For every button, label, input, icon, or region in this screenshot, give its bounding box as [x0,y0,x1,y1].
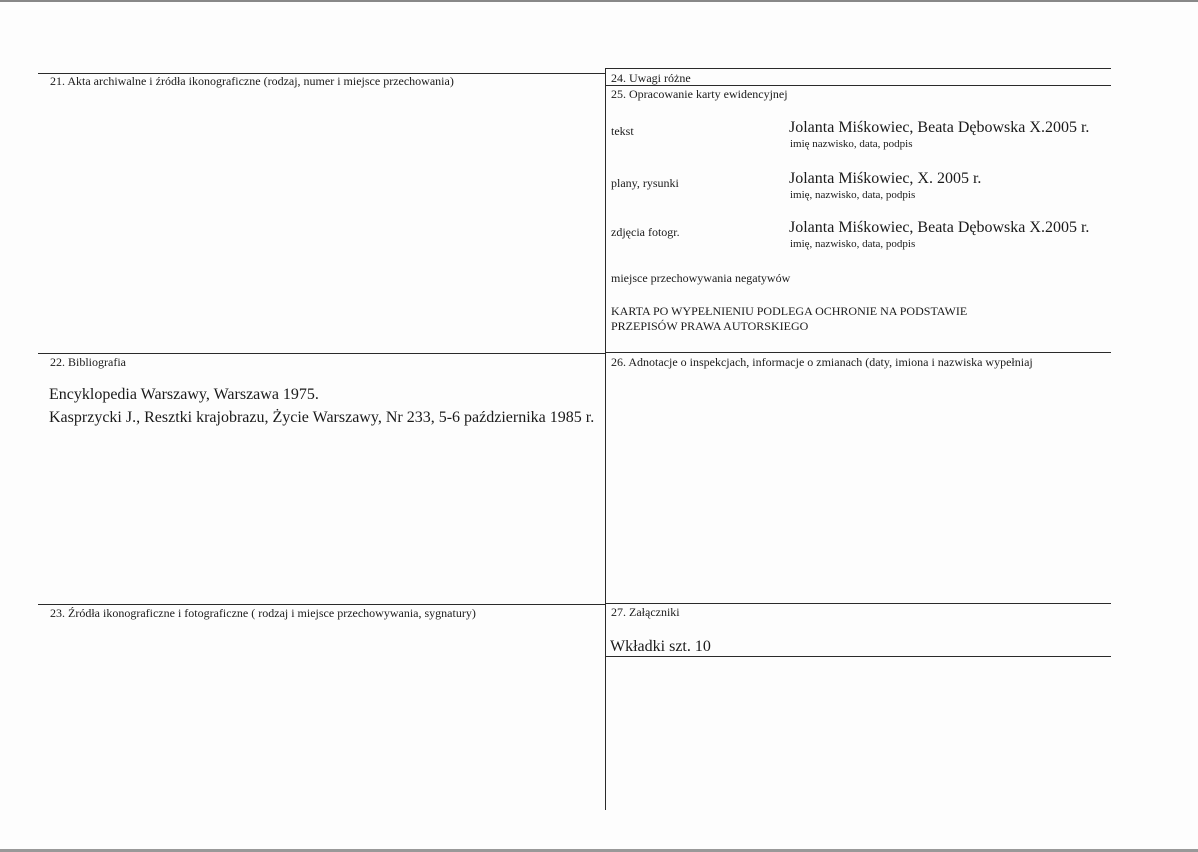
rule-below-24 [606,85,1111,86]
section-24-header: 24. Uwagi różne [611,71,691,85]
bibliography-entry-2: Kasprzycki J., Resztki krajobrazu, Życie Warszawy, Nr 233, 5-6 października 1985 r. [49,409,595,426]
copyright-notice-line-2: PRZEPISÓW PRAWA AUTORSKIEGO [611,319,809,333]
top-rule-right [606,68,1111,69]
rule-23-left [38,604,606,605]
scan-edge-top [0,0,1198,2]
center-divider [605,68,606,810]
copyright-notice-line-1: KARTA PO WYPEŁNIENIU PODLEGA OCHRONIE NA PODSTAWIE [611,304,968,318]
bibliography-entry-1: Encyklopedia Warszawy, Warszawa 1975. [49,386,319,403]
section-23-header: 23. Źródła ikonograficzne i fotograficzne ( rodzaj i miejsce przechowywania, sygnatury) [50,606,476,620]
rule-26-right [606,352,1111,353]
row-value-tekst: Jolanta Miśkowiec, Beata Dębowska X.2005 r. [789,119,1090,136]
row-caption-plany: imię, nazwisko, data, podpis [790,189,916,201]
section-26-header: 26. Adnotacje o inspekcjach, informacje o zmianach (daty, imiona i nazwiska wypełniaj [611,355,1033,369]
rule-27-right [606,603,1111,604]
section-22-header: 22. Bibliografia [50,355,126,369]
rule-22-left [38,353,606,354]
section-25-header: 25. Opracowanie karty ewidencyjnej [611,87,788,101]
row-label-zdjecia: zdjęcia fotogr. [611,225,680,239]
row-label-tekst: tekst [611,124,634,138]
rule-below-27-value [606,656,1111,657]
section-27-header: 27. Załączniki [611,605,680,619]
section-21-header: 21. Akta archiwalne i źródła ikonograficzne (rodzaj, numer i miejsce przechowania) [50,74,454,88]
row-value-zdjecia: Jolanta Miśkowiec, Beata Dębowska X.2005 r. [789,219,1090,236]
row-caption-tekst: imię nazwisko, data, podpis [790,138,913,150]
row-caption-zdjecia: imię, nazwisko, data, podpis [790,238,916,250]
row-label-plany: plany, rysunki [611,176,679,190]
negatives-location-label: miejsce przechowywania negatywów [611,271,791,285]
row-value-plany: Jolanta Miśkowiec, X. 2005 r. [789,170,982,187]
attachments-value: Wkładki szt. 10 [610,638,711,655]
